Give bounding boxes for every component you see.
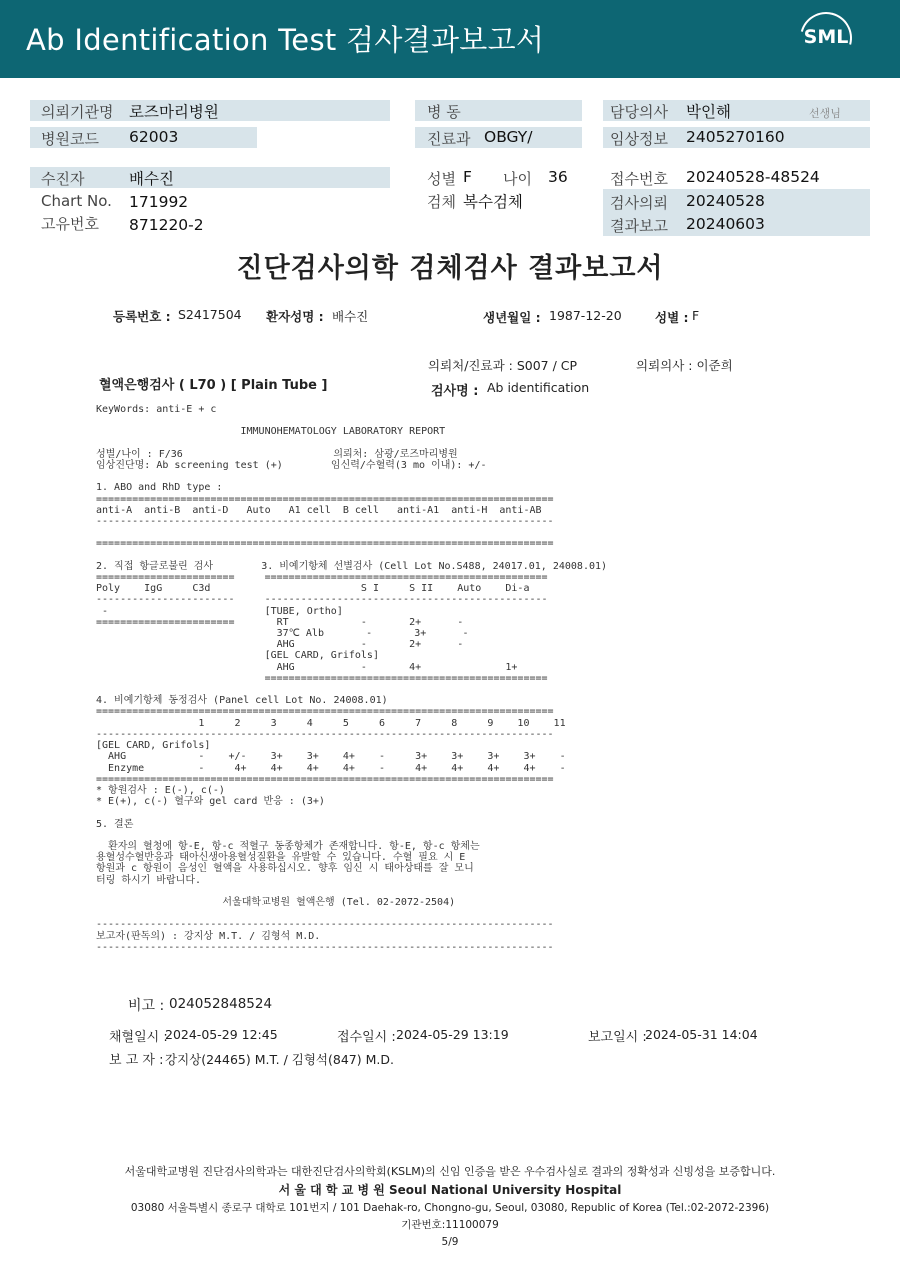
specimen-value: 복수검체 [463,193,523,211]
remark-value: 024052848524 [169,996,273,1012]
name-label: 환자성명 : [266,309,324,324]
report-title: 진단검사의학 검체검사 결과보고서 [236,253,664,284]
footer-address: 03080 서울특별시 종로구 대학로 101번지 / 101 Daehak-ro, Chongno-gu, Seoul, 03080, Republic of Korea (Tel.:02-2072-2396) [130,1202,770,1214]
dept-label: 진료과 [427,130,471,148]
dept-value: OBGY/ [484,128,533,146]
birth-value: 1987-12-20 [549,308,622,323]
request-label: 검사의뢰 [610,194,668,212]
report-sex-value: F [692,308,700,323]
header-bar [0,0,900,78]
recv-time-label: 접수일시 : [337,1030,396,1045]
reg-value: S2417504 [178,307,242,322]
code-value: 62003 [129,128,179,146]
specimen-label: 검체 [427,193,456,211]
remark-label: 비고 : [128,998,165,1014]
recv-value: 20240528-48524 [686,168,820,186]
report-value: 20240603 [686,215,765,233]
reporter-label: 보 고 자 : [109,1053,164,1068]
footer-hospital-name: 서 울 대 학 교 병 원 Seoul National University Hospital [278,1183,622,1197]
test-name-label: 검사명 : [431,384,479,399]
chart-value: 171992 [129,193,189,211]
request-value: 20240528 [686,192,765,210]
page-title: Ab Identification Test 검사결과보고서 [26,23,545,57]
uid-value: 871220-2 [129,216,204,234]
reg-label: 등록번호 : [113,309,171,324]
dept-line: 의뢰처/진료과 : S007 / CP [428,358,578,373]
patient-label: 수진자 [41,170,85,188]
clinical-value: 2405270160 [686,128,785,146]
collect-value: 2024-05-29 12:45 [165,1027,278,1042]
clinical-label: 임상정보 [610,130,668,148]
report-sex-label: 성별 : [655,310,689,325]
sml-logo: SML [800,12,852,64]
report-time-label: 보고일시 : [588,1030,647,1045]
uid-label: 고유번호 [41,215,99,233]
birth-label: 생년월일 : [483,310,541,325]
recv-time-value: 2024-05-29 13:19 [396,1027,509,1042]
report-label: 결과보고 [610,217,668,235]
patient-value: 배수진 [129,170,174,188]
report-time-value: 2024-05-31 14:04 [645,1027,758,1042]
footer-certification: 서울대학교병원 진단검사의학과는 대한진단검사의학회(KSLM)의 신임 인증을 받은 우수검사실로 결과의 정확성과 신빙성을 보증합니다. [124,1165,776,1178]
code-label: 병원코드 [41,130,99,148]
age-value: 36 [548,168,568,186]
sex-label: 성별 [427,170,456,188]
test-group: 혈액은행검사 ( L70 ) [ Plain Tube ] [99,378,328,393]
collect-label: 채혈일시 : [109,1030,168,1045]
test-name-value: Ab identification [487,380,590,395]
age-label: 나이 [503,170,532,188]
recv-label: 접수번호 [610,170,668,188]
page-number: 5/9 [441,1236,459,1248]
footer-institution-number: 기관번호:11100079 [401,1219,499,1231]
hospital-value: 로즈마리병원 [129,103,219,121]
name-value: 배수진 [332,309,369,324]
ward-label: 병 동 [427,103,461,121]
lab-report-body: KeyWords: anti-E + c IMMUNOHEMATOLOGY LABORATORY REPORT 성별/나이 : F/36 의뢰처: 삼광/로즈마리병원 임상진단명: Ab screening test (+) 임신력/수혈력(3 mo 이내): +/- 1. ABO and RhD type : ============================================================================ anti-A anti-B anti-D Auto A1 cell B cell anti-A1 anti-H anti-AB ---------------------------------------------------------------------------- ============================================================================ 2. 직접 항글로불린 검사 3. 비예기항체 선별검사 (Cell Lot No.S488, 24017.01, 24008.01) ======================= =============================================== Poly IgG C3d S I S II Auto Di-a ----------------------- ----------------------------------------------- - [TUBE, Ortho] ======================= RT - 2+ - 37℃ Alb - 3+ - AHG - 2+ - [GEL CARD, Grifols] AHG - 4+ 1+ =============================================== 4. 비예기항체 동정검사 (Panel cell Lot No. 24008.01) ============================================================================ 1 2 3 4 5 6 7 8 9 10 11 ---------------------------------------------------------------------------- [GEL CARD, Grifols] AHG - +/- 3+ 3+ 4+ - 3+ 3+ 3+ 3+ - Enzyme - 4+ 4+ 4+ 4+ - 4+ 4+ 4+ 4+ - ============================================================================ * 항원검사 : E(-), c(-) * E(+), c(-) 혈구와 gel card 반응 : (3+) 5. 결론 환자의 혈청에 항-E, 항-c 적혈구 동종항체가 존재합니다. 항-E, 항-c 항체는 용혈성수혈반응과 태아신생아용혈성질환을 유발할 수 있습니다. 수혈 필요 시 E 항원과 c 항원이 음성인 혈액을 사용하십시오. 향후 임신 시 태아상태를 잘 모니 터링 하시기 바랍니다. 서울대학교병원 혈액은행 (Tel. 02-2072-2504) ---------------------------------------------------------------------------- 보고자(판독의) : 강지상 M.T. / 김형석 M.D. ---------------------------------------------------------------------------- [96,404,608,953]
reporter-value: 강지상(24465) M.T. / 김형석(847) M.D. [165,1052,394,1067]
doctor-suffix: 선생님 [809,107,841,120]
doctor-value: 박인해 [686,103,731,121]
doctor-label: 담당의사 [610,103,668,121]
doctor-line: 의뢰의사 : 이준희 [636,358,733,373]
hospital-label: 의뢰기관명 [41,103,114,121]
chart-label: Chart No. [41,192,112,210]
sex-value: F [463,168,472,186]
